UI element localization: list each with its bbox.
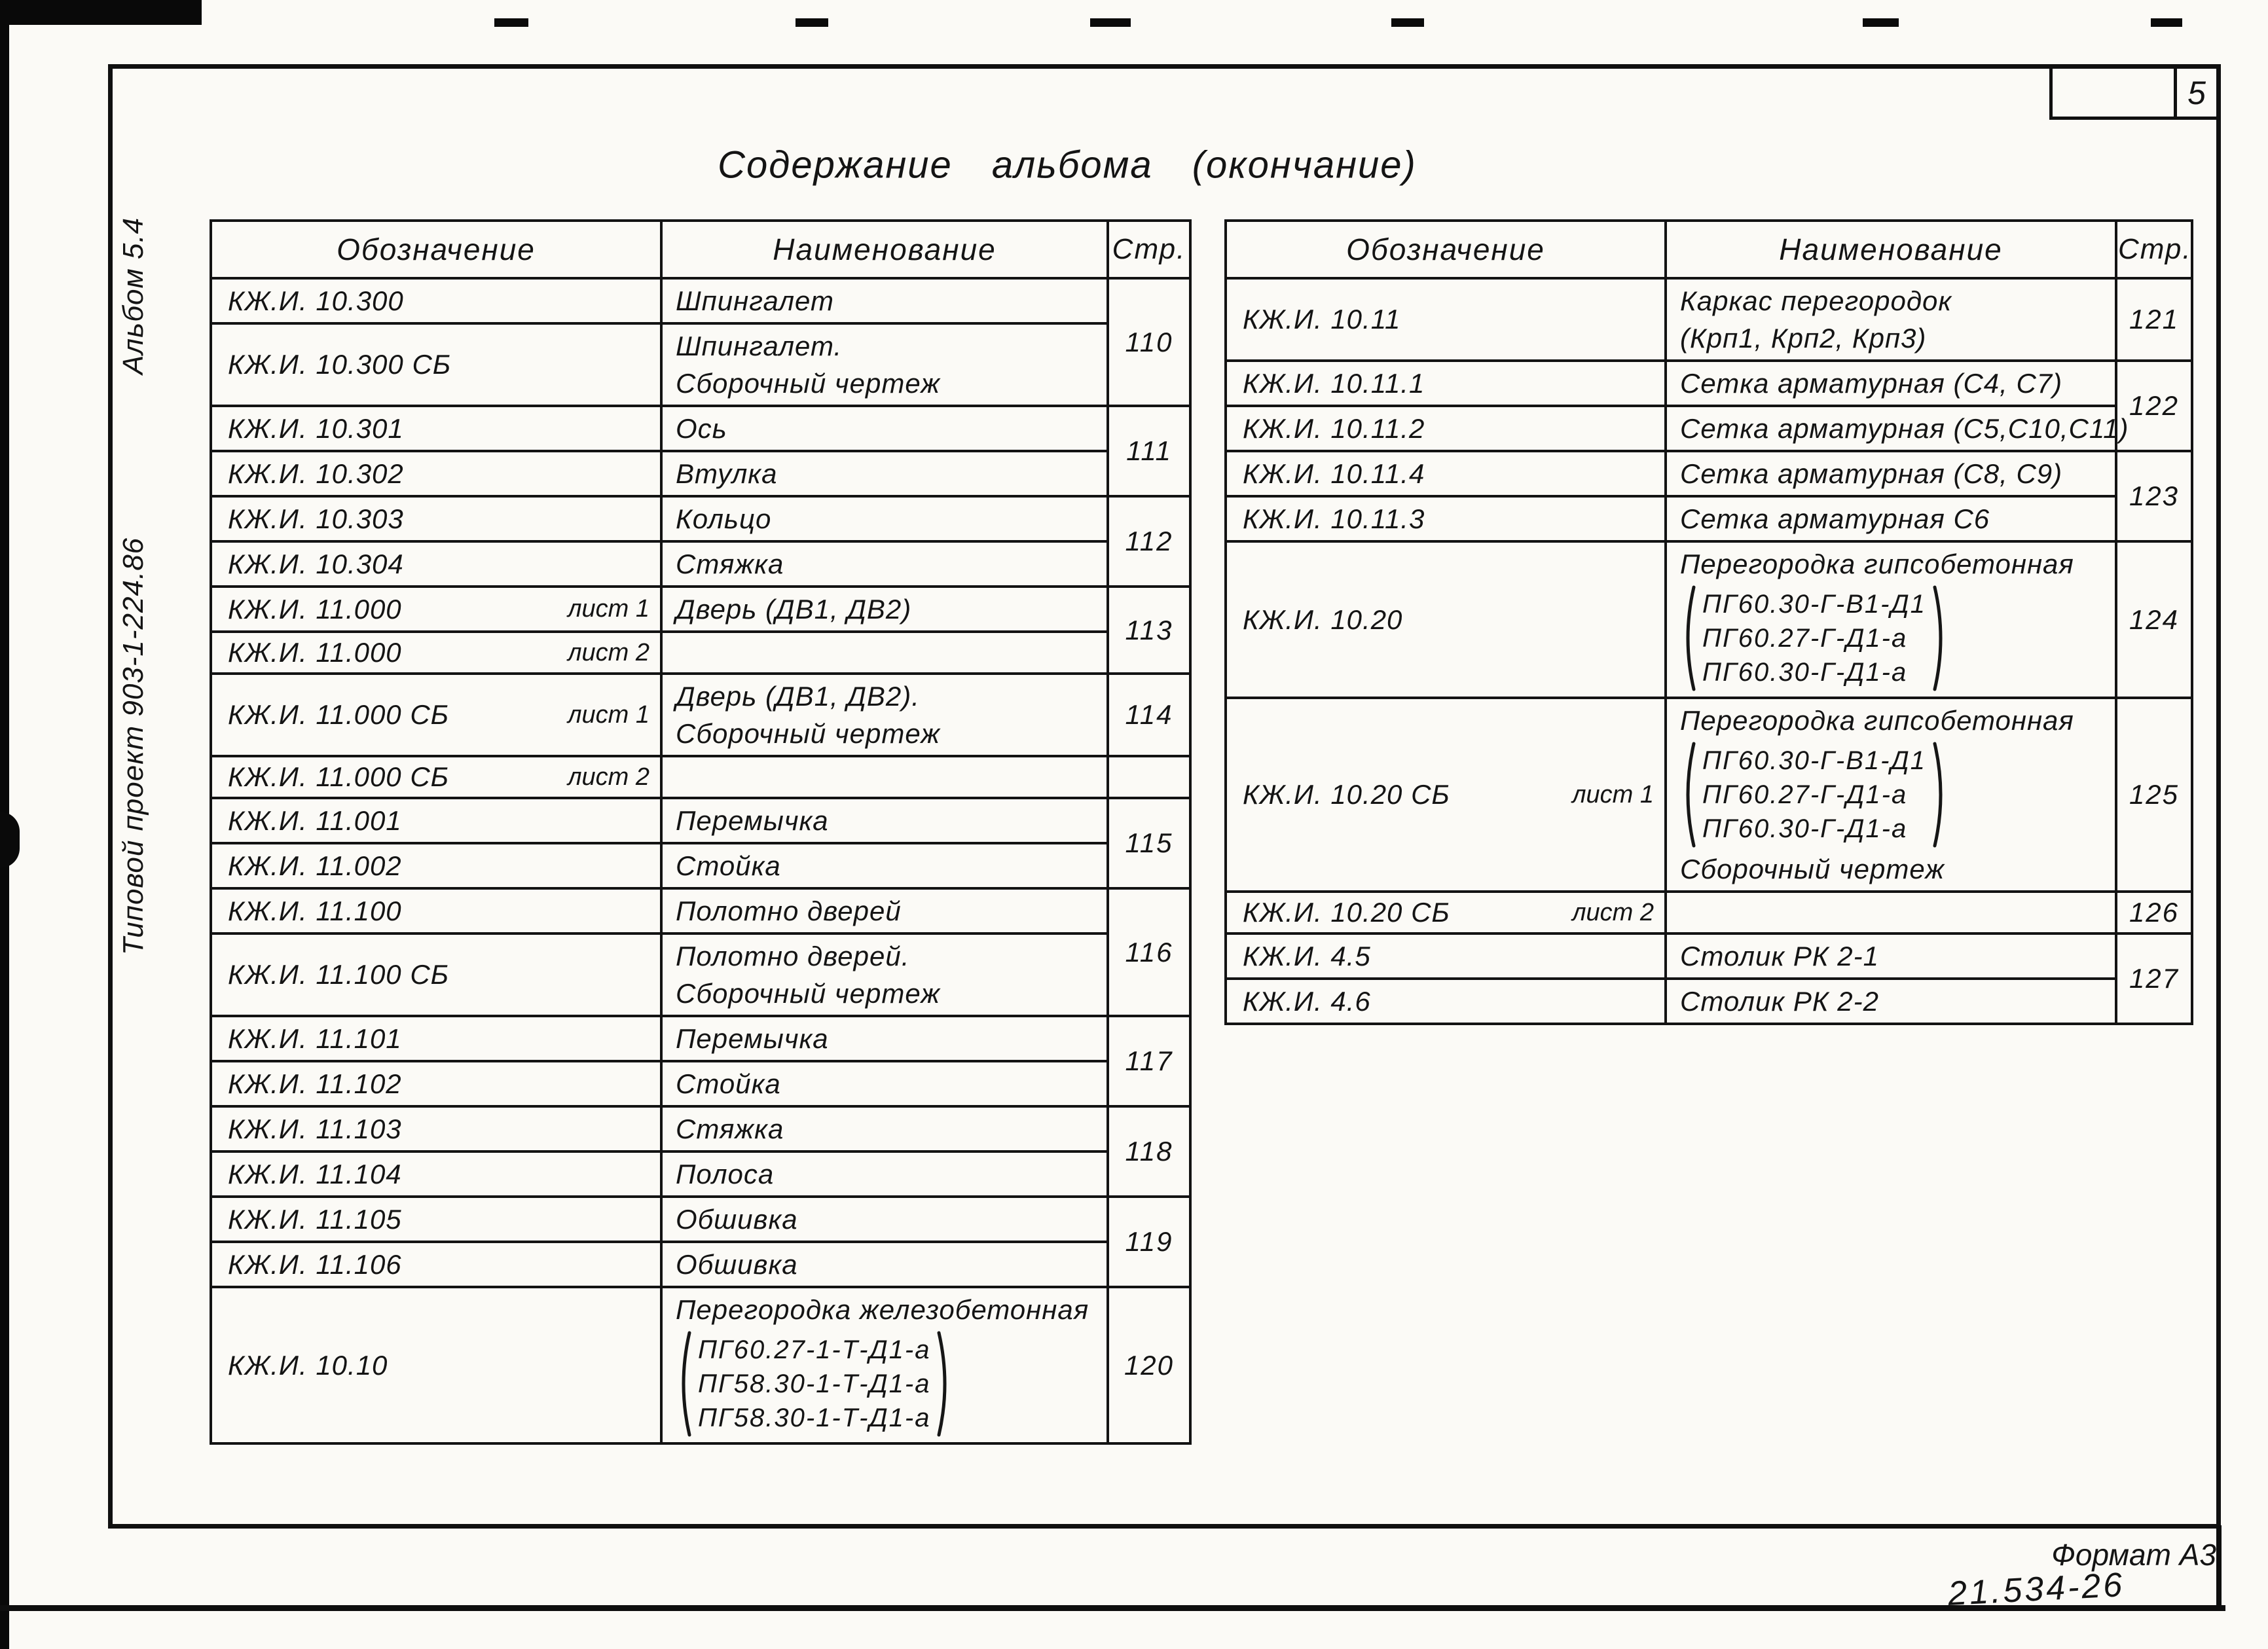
- name-line: Ось: [676, 413, 727, 444]
- name-line: Перемычка: [676, 805, 829, 836]
- paren-right-icon: [936, 1330, 953, 1438]
- name-line: Стойка: [676, 1068, 781, 1099]
- page-cell: 112: [1108, 496, 1190, 587]
- page-cell: 116: [1108, 888, 1190, 1016]
- name-cell: [1666, 698, 2116, 892]
- table-row: [1226, 933, 2192, 979]
- name-line: Сетка арматурная С6: [1680, 503, 1990, 534]
- designation-text: КЖ.И. 10.10: [228, 1349, 388, 1381]
- name-line: Втулка: [676, 458, 778, 489]
- designation-text: КЖ.И. 11.102: [228, 1068, 402, 1099]
- designation-cell: [1226, 892, 1666, 933]
- registration-mark: [1391, 18, 1424, 27]
- designation-text: КЖ.И. 10.20 СБ: [1243, 779, 1450, 810]
- page-cell: 122: [2116, 361, 2192, 451]
- name-cell: [1666, 979, 2116, 1024]
- stack-line: ПГ60.30-Г-Д1-а: [1702, 814, 1908, 843]
- table-row: [211, 1106, 1190, 1151]
- table-row: [211, 1016, 1190, 1061]
- designation-cell: [211, 632, 661, 674]
- table-header-row: [211, 221, 1190, 278]
- designation-cell: [211, 756, 661, 798]
- table-row: [1226, 892, 2192, 933]
- name-cell: [661, 756, 1108, 798]
- designation-cell: [211, 587, 661, 632]
- name-line: Шпингалет.: [676, 331, 843, 361]
- paren-right-icon: [1931, 740, 1948, 849]
- designation-text: КЖ.И. 10.301: [228, 412, 404, 444]
- name-line: Дверь (ДВ1, ДВ2): [676, 594, 912, 625]
- name-cell: [1666, 933, 2116, 979]
- designation-cell: [211, 541, 661, 587]
- name-line: Сборочный чертеж: [676, 718, 941, 749]
- table-row: [211, 406, 1190, 451]
- designation-text: КЖ.И. 11.103: [228, 1113, 402, 1144]
- designation-cell: [211, 496, 661, 541]
- name-line: Сетка арматурная (С5,С10,С11): [1680, 413, 2129, 444]
- designation-text: КЖ.И. 10.11.2: [1243, 412, 1425, 444]
- page-cell: 125: [2116, 698, 2192, 892]
- name-cell: [661, 406, 1108, 451]
- margin-album-label: Альбом 5.4: [117, 217, 149, 375]
- designation-cell: [1226, 979, 1666, 1024]
- name-line: Каркас перегородок: [1680, 285, 1952, 316]
- designation-text: КЖ.И. 4.5: [1243, 940, 1371, 971]
- table-row: [211, 323, 1190, 406]
- page-cell: 110: [1108, 278, 1190, 406]
- designation-cell: [211, 1287, 661, 1443]
- paren-left-icon: [1680, 584, 1697, 693]
- page-cell: 126: [2116, 892, 2192, 933]
- designation-cell: [211, 406, 661, 451]
- name-line: Полоса: [676, 1159, 775, 1189]
- stack-line: ПГ60.30-Г-В1-Д1: [1702, 590, 1926, 619]
- table-row: [1226, 496, 2192, 541]
- designation-text: КЖ.И. 10.300 СБ: [228, 349, 452, 380]
- table-header-row: [1226, 221, 2192, 278]
- col-header-designation: Обозначение: [211, 221, 661, 278]
- paren-right-icon: [1931, 584, 1948, 693]
- designation-cell: [211, 888, 661, 933]
- name-cell: [661, 1061, 1108, 1106]
- designation-text: КЖ.И. 10.11.1: [1243, 367, 1425, 399]
- name-cell: [661, 843, 1108, 888]
- table-row: [211, 674, 1190, 756]
- page-cell: 113: [1108, 587, 1190, 674]
- name-line: Обшивка: [676, 1204, 798, 1235]
- name-cell: [661, 632, 1108, 674]
- page-cell: 115: [1108, 798, 1190, 888]
- format-note: Формат А3: [2051, 1538, 2216, 1572]
- name-cell: [1666, 541, 2116, 698]
- designation-text: КЖ.И. 11.000 СБ: [228, 699, 449, 730]
- page-cell: 127: [2116, 933, 2192, 1024]
- name-cell: [1666, 278, 2116, 361]
- designation-text: КЖ.И. 10.11: [1243, 304, 1401, 335]
- table-row: [1226, 406, 2192, 451]
- name-line: Стяжка: [676, 1114, 784, 1144]
- table-row: [211, 278, 1190, 323]
- name-cell: [661, 1197, 1108, 1242]
- name-cell: [661, 888, 1108, 933]
- name-cell: [661, 496, 1108, 541]
- page-cell: 118: [1108, 1106, 1190, 1197]
- designation-cell: [1226, 496, 1666, 541]
- name-line: Перемычка: [676, 1023, 829, 1054]
- table-row: [1226, 361, 2192, 406]
- name-line: Обшивка: [676, 1249, 798, 1280]
- name-cell: [661, 278, 1108, 323]
- name-cell: [1666, 361, 2116, 406]
- designation-cell: [1226, 541, 1666, 698]
- name-line: (Крп1, Крп2, Крп3): [1680, 323, 1927, 353]
- name-cell: [661, 451, 1108, 496]
- designation-cell: [211, 1242, 661, 1287]
- margin-project-label: Типовой проект 903-1-224.86: [117, 537, 149, 956]
- designation-cell: [211, 1106, 661, 1151]
- sheet-number: 5: [2187, 74, 2206, 111]
- page-title: Содержание альбома (окончание): [718, 143, 1417, 187]
- name-line: Полотно дверей.: [676, 941, 910, 971]
- sheet-note: лист 2: [568, 638, 649, 666]
- designation-text: КЖ.И. 11.101: [228, 1023, 402, 1054]
- document-number: 21.534-26: [1947, 1565, 2126, 1614]
- table-row: [211, 933, 1190, 1016]
- page-cell: 117: [1108, 1016, 1190, 1106]
- sheet-note: лист 2: [568, 763, 649, 791]
- page-cell: 120: [1108, 1287, 1190, 1443]
- page-cell: 123: [2116, 451, 2192, 541]
- designation-text: КЖ.И. 11.106: [228, 1248, 402, 1280]
- scan-blot: [0, 812, 20, 868]
- designation-cell: [1226, 933, 1666, 979]
- stack-line: ПГ60.27-Г-Д1-а: [1702, 624, 1908, 653]
- sheet-note: лист 1: [568, 595, 649, 623]
- name-cell: [661, 541, 1108, 587]
- table-row: [1226, 541, 2192, 698]
- designation-text: КЖ.И. 11.000: [228, 637, 402, 668]
- name-cell: [661, 798, 1108, 843]
- page-cell: [1108, 756, 1190, 798]
- designation-text: КЖ.И. 11.000 СБ: [228, 761, 449, 792]
- registration-mark: [796, 18, 828, 27]
- designation-cell: [1226, 451, 1666, 496]
- name-cell: [661, 587, 1108, 632]
- designation-cell: [1226, 361, 1666, 406]
- designation-text: КЖ.И. 11.000: [228, 593, 402, 625]
- col-header-name: Наименование: [1666, 221, 2116, 278]
- designation-cell: [211, 278, 661, 323]
- designation-cell: [211, 1151, 661, 1197]
- designation-stack: [676, 1330, 1101, 1438]
- col-header-name: Наименование: [661, 221, 1108, 278]
- table-row: [211, 1287, 1190, 1443]
- stack-line: ПГ60.30-Г-В1-Д1: [1702, 746, 1926, 775]
- sheet-note: лист 2: [1572, 898, 1654, 926]
- name-line: Сборочный чертеж: [1680, 854, 1945, 884]
- table-row: [1226, 698, 2192, 892]
- sheet-note: лист 1: [1572, 780, 1654, 808]
- table-row: [211, 451, 1190, 496]
- name-line: Столик РК 2-1: [1680, 941, 1879, 971]
- designation-cell: [211, 798, 661, 843]
- registration-mark: [2151, 18, 2182, 27]
- designation-text: КЖ.И. 10.20: [1243, 604, 1403, 635]
- designation-cell: [211, 1016, 661, 1061]
- name-cell: [661, 674, 1108, 756]
- designation-text: КЖ.И. 11.001: [228, 805, 402, 836]
- paren-left-icon: [1680, 740, 1697, 849]
- designation-text: КЖ.И. 10.11.4: [1243, 458, 1425, 489]
- name-line: Стяжка: [676, 549, 784, 579]
- name-line: Перегородка гипсобетонная: [1680, 705, 2074, 736]
- name-line: Кольцо: [676, 503, 772, 534]
- designation-text: КЖ.И. 10.302: [228, 458, 404, 489]
- designation-stack: [1680, 584, 2110, 693]
- contents-table-left: [210, 219, 1192, 1445]
- table-row: [211, 1151, 1190, 1197]
- designation-cell: [1226, 278, 1666, 361]
- designation-text: КЖ.И. 11.100: [228, 895, 402, 926]
- page-cell: 114: [1108, 674, 1190, 756]
- designation-cell: [211, 323, 661, 406]
- page-cell: 111: [1108, 406, 1190, 496]
- designation-cell: [211, 843, 661, 888]
- table-row: [1226, 979, 2192, 1024]
- designation-text: КЖ.И. 11.104: [228, 1158, 402, 1189]
- designation-cell: [211, 933, 661, 1016]
- designation-text: КЖ.И. 4.6: [1243, 985, 1371, 1017]
- designation-cell: [1226, 406, 1666, 451]
- designation-text: КЖ.И. 10.11.3: [1243, 503, 1425, 534]
- name-line: Шпингалет: [676, 285, 834, 316]
- name-cell: [661, 1016, 1108, 1061]
- sheet-outer-border-right: [2216, 1525, 2222, 1611]
- designation-text: КЖ.И. 10.20 СБ: [1243, 897, 1450, 928]
- designation-text: КЖ.И. 11.105: [228, 1203, 402, 1235]
- name-line: Стойка: [676, 850, 781, 881]
- designation-cell: [211, 1197, 661, 1242]
- sheet-number-cell: [2174, 69, 2216, 120]
- page-cell: 121: [2116, 278, 2192, 361]
- designation-cell: [1226, 698, 1666, 892]
- name-cell: [661, 1287, 1108, 1443]
- designation-text: КЖ.И. 10.303: [228, 503, 404, 534]
- table-row: [211, 843, 1190, 888]
- designation-text: КЖ.И. 10.304: [228, 548, 404, 579]
- page-cell: 119: [1108, 1197, 1190, 1287]
- table-row: [211, 1197, 1190, 1242]
- name-line: Сетка арматурная (С8, С9): [1680, 458, 2063, 489]
- name-line: Полотно дверей: [676, 896, 902, 926]
- name-line: Сборочный чертеж: [676, 978, 941, 1009]
- name-line: Столик РК 2-2: [1680, 986, 1879, 1017]
- name-line: Перегородка железобетонная: [676, 1294, 1089, 1325]
- stack-line: ПГ60.27-1-Т-Д1-а: [698, 1335, 931, 1364]
- designation-text: КЖ.И. 11.100 СБ: [228, 959, 449, 990]
- designation-cell: [211, 674, 661, 756]
- scan-corner-mark: [0, 0, 202, 25]
- name-line: Перегородка гипсобетонная: [1680, 549, 2074, 579]
- name-cell: [661, 323, 1108, 406]
- stack-line: ПГ60.27-Г-Д1-а: [1702, 780, 1908, 809]
- page-cell: 124: [2116, 541, 2192, 698]
- sheet-number-box: [2049, 69, 2174, 120]
- col-header-page: Стр.: [1108, 221, 1190, 278]
- table-row: [211, 798, 1190, 843]
- table-row: [211, 632, 1190, 674]
- table-row: [1226, 451, 2192, 496]
- stack-line: ПГ58.30-1-Т-Д1-а: [698, 1369, 931, 1398]
- designation-text: КЖ.И. 10.300: [228, 285, 404, 316]
- name-line: Сборочный чертеж: [676, 368, 941, 399]
- name-cell: [1666, 451, 2116, 496]
- name-line: Сетка арматурная (С4, С7): [1680, 368, 2063, 399]
- paren-left-icon: [676, 1330, 693, 1438]
- registration-mark: [1863, 18, 1899, 27]
- table-row: [211, 1242, 1190, 1287]
- contents-table-right: [1224, 219, 2193, 1025]
- designation-cell: [211, 1061, 661, 1106]
- table-row: [211, 587, 1190, 632]
- col-header-page: Стр.: [2116, 221, 2192, 278]
- registration-mark: [1090, 18, 1131, 27]
- name-cell: [1666, 406, 2129, 451]
- name-cell: [1666, 496, 2116, 541]
- registration-mark: [494, 18, 528, 27]
- sheet-outer-border-bottom: [0, 1605, 2225, 1611]
- name-cell: [661, 1151, 1108, 1197]
- col-header-designation: Обозначение: [1226, 221, 1666, 278]
- designation-text: КЖ.И. 11.002: [228, 850, 402, 881]
- table-row: [211, 1061, 1190, 1106]
- designation-stack: [1680, 740, 2110, 849]
- name-cell: [661, 1242, 1108, 1287]
- stack-line: ПГ58.30-1-Т-Д1-а: [698, 1404, 931, 1432]
- table-row: [211, 888, 1190, 933]
- name-line: Дверь (ДВ1, ДВ2).: [676, 681, 920, 712]
- sheet-note: лист 1: [568, 700, 649, 729]
- table-row: [211, 756, 1190, 798]
- stack-line: ПГ60.30-Г-Д1-а: [1702, 658, 1908, 687]
- table-row: [211, 541, 1190, 587]
- name-cell: [1666, 892, 2116, 933]
- designation-cell: [211, 451, 661, 496]
- name-cell: [661, 1106, 1108, 1151]
- name-cell: [661, 933, 1108, 1016]
- table-row: [1226, 278, 2192, 361]
- table-row: [211, 496, 1190, 541]
